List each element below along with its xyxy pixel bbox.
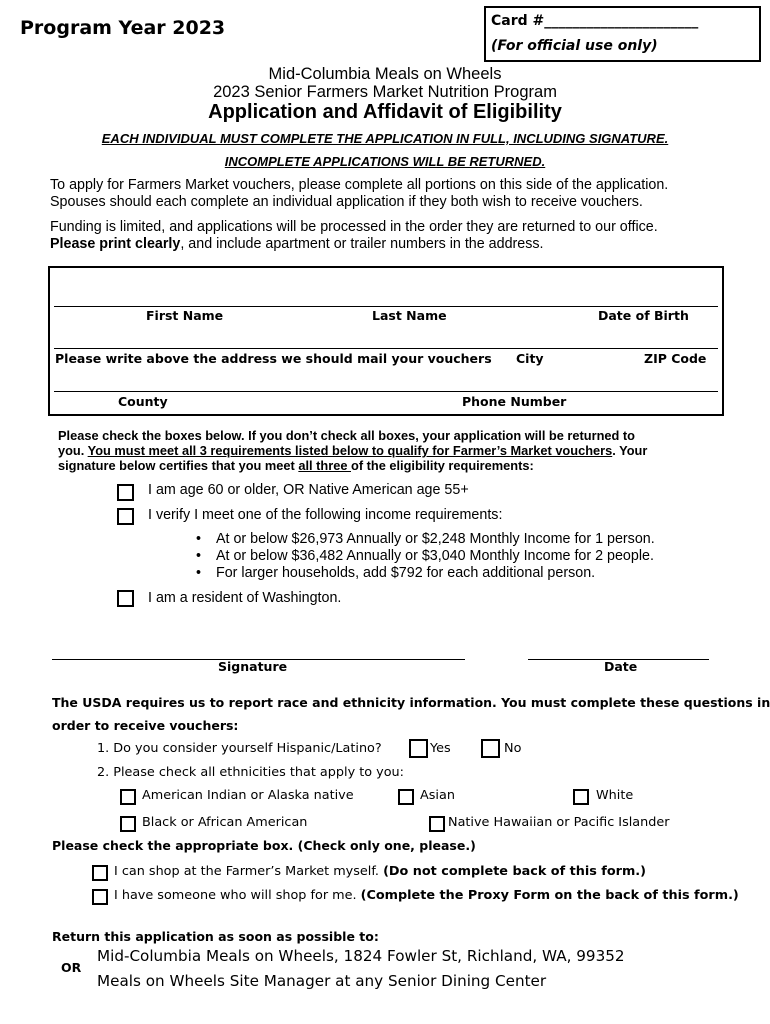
applicant-info-box <box>48 266 724 416</box>
hispanic-question: 1. Do you consider yourself Hispanic/Latino? <box>97 741 382 756</box>
inst3-b: of the eligibility requirements: <box>351 458 534 473</box>
intro-line-3: Funding is limited, and applications will be processed in the order they are returned to our office. <box>50 219 658 235</box>
print-clearly: Please print clearly <box>50 236 181 252</box>
usda-statement-1: The USDA requires us to report race and ethnicity information. You must complete these questions in <box>52 695 770 710</box>
card-label: Card # <box>491 13 545 29</box>
signature-label: Signature <box>218 659 288 674</box>
return-address-2: Meals on Wheels Site Manager at any Senior Dining Center <box>97 972 547 990</box>
form-title: Application and Affidavit of Eligibility <box>208 101 562 123</box>
usda-statement-2: order to receive vouchers: <box>52 718 239 733</box>
date-label: Date <box>604 659 638 674</box>
proxy-shopper-option <box>114 888 739 903</box>
eligibility-instructions-2 <box>58 443 647 458</box>
american-indian-checkbox[interactable] <box>120 789 136 805</box>
return-heading: Return this application as soon as possible to: <box>52 929 379 944</box>
county-phone-line[interactable] <box>54 391 718 392</box>
resident-requirement: I am a resident of Washington. <box>148 590 342 606</box>
card-official-note: (For official use only) <box>491 38 658 54</box>
org-name: Mid-Columbia Meals on Wheels <box>268 65 502 83</box>
income-bullet-text: At or below $36,482 Annually or $3,040 Monthly Income for 2 people. <box>216 548 654 564</box>
hispanic-yes-label: Yes <box>430 741 451 756</box>
card-blank: ______________________ <box>544 13 699 29</box>
intro-line-4-rest: , and include apartment or trailer numbers in the address. <box>180 236 544 252</box>
proxy-shopper-text: I have someone who will shop for me. <box>114 888 361 903</box>
age-requirement: I am age 60 or older, OR Native American age 55+ <box>148 482 469 498</box>
eligibility-instructions-3 <box>58 458 534 473</box>
hispanic-no-checkbox[interactable] <box>481 739 500 758</box>
asian-checkbox[interactable] <box>398 789 414 805</box>
bullet-dot: • <box>196 548 202 564</box>
or-label: OR <box>61 960 82 975</box>
resident-checkbox[interactable] <box>117 590 134 607</box>
shop-myself-option <box>114 864 646 879</box>
hispanic-no-label: No <box>504 741 522 756</box>
ethnicity-question: 2. Please check all ethnicities that apply to you: <box>97 765 404 780</box>
proxy-shopper-checkbox[interactable] <box>92 889 108 905</box>
official-card-box <box>484 6 761 62</box>
proxy-shopper-instruction: (Complete the Proxy Form on the back of this form.) <box>360 888 739 903</box>
last-name-label: Last Name <box>372 308 447 323</box>
card-number-label <box>491 13 698 29</box>
program-year: Program Year 2023 <box>20 17 226 39</box>
white-checkbox[interactable] <box>573 789 589 805</box>
age-checkbox[interactable] <box>117 484 134 501</box>
address-line[interactable] <box>54 348 718 349</box>
shop-myself-checkbox[interactable] <box>92 865 108 881</box>
income-bullet-text: For larger households, add $792 for each additional person. <box>216 565 596 581</box>
pacific-islander-checkbox[interactable] <box>429 816 445 832</box>
dob-label: Date of Birth <box>598 308 689 323</box>
bullet-dot: • <box>196 565 202 581</box>
notice-line-2: INCOMPLETE APPLICATIONS WILL BE RETURNED. <box>224 154 546 169</box>
intro-line-4 <box>50 236 544 252</box>
inst3-all-three: all three <box>298 458 351 473</box>
shopping-heading: Please check the appropriate box. (Check only one, please.) <box>52 838 476 853</box>
pacific-islander-label: Native Hawaiian or Pacific Islander <box>448 815 670 830</box>
shop-myself-instruction: (Do not complete back of this form.) <box>383 864 647 879</box>
shop-myself-text: I can shop at the Farmer’s Market myself. <box>114 864 384 879</box>
address-label: Please write above the address we should mail your vouchers <box>55 351 492 366</box>
american-indian-label: American Indian or Alaska native <box>142 788 354 803</box>
black-label: Black or African American <box>142 815 308 830</box>
income-checkbox[interactable] <box>117 508 134 525</box>
phone-label: Phone Number <box>462 394 567 409</box>
intro-line-2: Spouses should each complete an individual application if they both wish to receive vouchers. <box>50 194 643 210</box>
city-label: City <box>516 351 544 366</box>
inst3-a: signature below certifies that you meet <box>58 458 299 473</box>
inst2-requirement: You must meet all 3 requirements listed below to qualify for Farmer’s Market vouchers <box>87 443 613 458</box>
first-name-label: First Name <box>146 308 224 323</box>
zip-label: ZIP Code <box>644 351 707 366</box>
notice-line-1: EACH INDIVIDUAL MUST COMPLETE THE APPLICATION IN FULL, INCLUDING SIGNATURE. <box>101 131 669 146</box>
bullet-dot: • <box>196 531 202 547</box>
black-checkbox[interactable] <box>120 816 136 832</box>
eligibility-instructions-1: Please check the boxes below. If you don’t check all boxes, your application will be returned to <box>58 428 635 443</box>
white-label: White <box>596 788 634 803</box>
asian-label: Asian <box>420 788 455 803</box>
intro-line-1: To apply for Farmers Market vouchers, please complete all portions on this side of the application. <box>50 177 669 193</box>
name-line[interactable] <box>54 306 718 307</box>
income-bullet-text: At or below $26,973 Annually or $2,248 Monthly Income for 1 person. <box>216 531 655 547</box>
inst2-b: . Your <box>612 443 648 458</box>
inst2-a: you. <box>58 443 88 458</box>
county-label: County <box>118 394 168 409</box>
hispanic-yes-checkbox[interactable] <box>409 739 428 758</box>
income-requirement: I verify I meet one of the following income requirements: <box>148 507 503 523</box>
return-address-1: Mid-Columbia Meals on Wheels, 1824 Fowler St, Richland, WA, 99352 <box>97 947 625 965</box>
program-name: 2023 Senior Farmers Market Nutrition Program <box>213 83 557 101</box>
